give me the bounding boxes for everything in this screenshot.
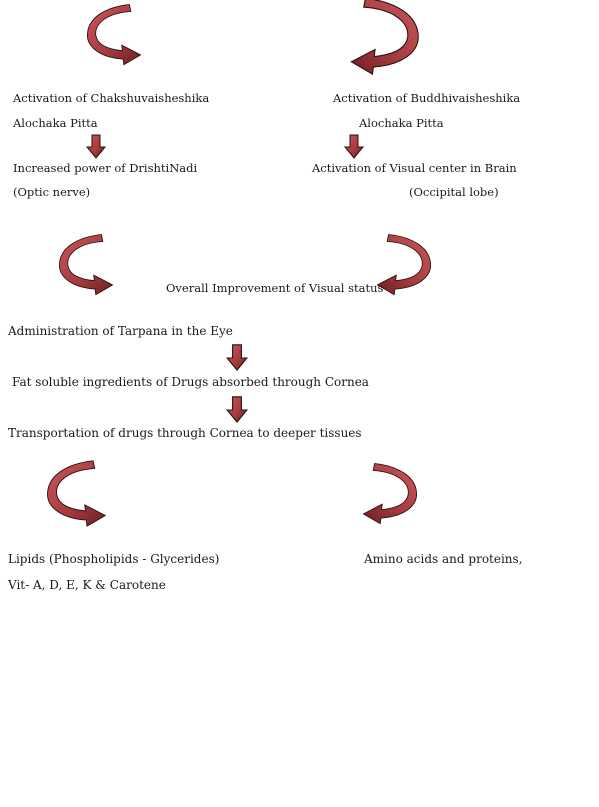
administration-label: Administration of Tarpana in the Eye: [8, 324, 233, 338]
curved-arrow-icon: [48, 461, 106, 526]
down-arrow-icon: [345, 135, 363, 158]
activation-visual-center-label: Activation of Visual center in Brain: [312, 161, 517, 175]
lipids-label: Lipids (Phospholipids - Glycerides): [8, 552, 220, 566]
occipital-lobe-label: (Occipital lobe): [409, 185, 499, 199]
activation-chakshu-label: Activation of Chakshuvaisheshika: [13, 91, 210, 105]
transportation-label: Transportation of drugs through Cornea to deeper tissues: [8, 426, 362, 440]
curved-arrow-icon: [59, 235, 112, 295]
curved-arrow-icon: [351, 0, 418, 74]
overall-improvement-label: Overall Improvement of Visual status: [166, 281, 384, 295]
down-arrow-icon: [227, 345, 247, 370]
curved-arrow-icon: [87, 5, 140, 65]
activation-buddhi-label: Activation of Buddhivaisheshika: [333, 91, 521, 105]
down-arrow-icon: [87, 135, 105, 158]
amino-acids-label: Amino acids and proteins,: [364, 552, 523, 566]
curved-arrow-icon: [363, 464, 416, 524]
alochaka-pitta-left-label: Alochaka Pitta: [13, 116, 98, 130]
vitamins-label: Vit- A, D, E, K & Carotene: [8, 578, 166, 592]
fat-soluble-label: Fat soluble ingredients of Drugs absorbed through Cornea: [12, 375, 369, 389]
down-arrow-icon: [227, 397, 247, 422]
increased-power-label: Increased power of DrishtiNadi: [13, 161, 198, 175]
optic-nerve-label: (Optic nerve): [13, 185, 91, 199]
curved-arrow-icon: [377, 235, 430, 295]
alochaka-pitta-right-label: Alochaka Pitta: [359, 116, 444, 130]
